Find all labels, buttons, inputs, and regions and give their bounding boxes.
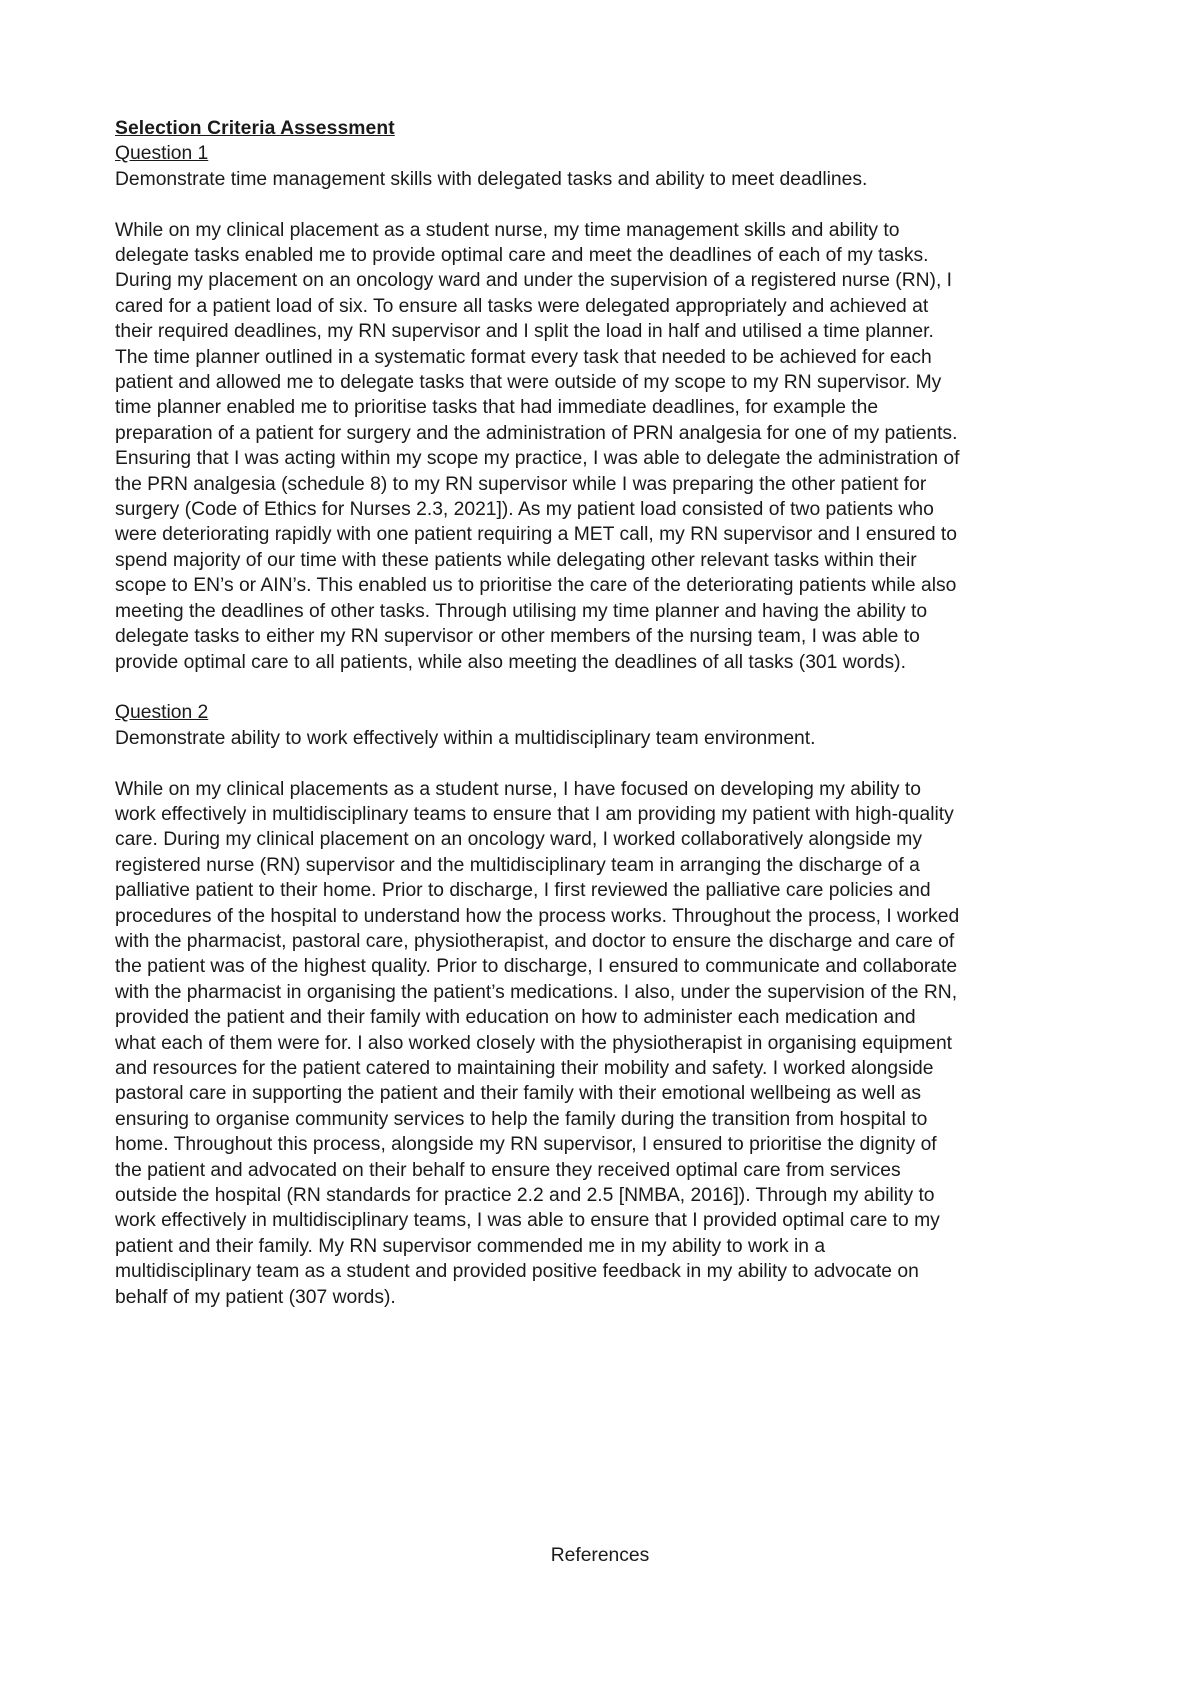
response-line: with the pharmacist, pastoral care, physiotherapist, and doctor to ensure the discharge and care of bbox=[115, 930, 955, 952]
response-line: behalf of my patient (307 words). bbox=[115, 1286, 396, 1308]
response-line: spend majority of our time with these patients while delegating other relevant tasks within their bbox=[115, 549, 917, 571]
response-line: and resources for the patient catered to maintaining their mobility and safety. I worked alongside bbox=[115, 1057, 934, 1079]
response-line: with the pharmacist in organising the patient’s medications. I also, under the supervision of the RN, bbox=[115, 981, 958, 1003]
response-line: meeting the deadlines of other tasks. Through utilising my time planner and having the ability to bbox=[115, 600, 928, 622]
response-line: delegate tasks to either my RN supervisor or other members of the nursing team, I was able to bbox=[115, 626, 920, 648]
response-line: preparation of a patient for surgery and the administration of PRN analgesia for one of my patients. bbox=[115, 422, 958, 444]
response-line: their required deadlines, my RN supervisor and I split the load in half and utilised a time planner. bbox=[115, 321, 934, 343]
question-2-prompt: Demonstrate ability to work effectively within a multidisciplinary team environment. bbox=[115, 727, 816, 749]
response-line: home. Throughout this process, alongside my RN supervisor, I ensured to prioritise the dignity of bbox=[115, 1134, 937, 1156]
response-line: were deteriorating rapidly with one patient requiring a MET call, my RN supervisor and I ensured to bbox=[115, 524, 958, 546]
response-line: care. During my clinical placement on an oncology ward, I worked collaboratively alongside my bbox=[115, 829, 922, 851]
response-line: While on my clinical placements as a student nurse, I have focused on developing my ability to bbox=[115, 778, 921, 800]
response-line: patient and their family. My RN supervisor commended me in my ability to work in a bbox=[115, 1235, 826, 1257]
question-1-heading: Question 1 bbox=[115, 143, 209, 165]
question-2-heading: Question 2 bbox=[115, 702, 209, 724]
question-2-section bbox=[115, 700, 1100, 1310]
response-line: ensuring to organise community services to help the family during the transition from hospital to bbox=[115, 1108, 928, 1130]
response-line: While on my clinical placement as a student nurse, my time management skills and ability to bbox=[115, 219, 900, 241]
response-line: the patient and advocated on their behalf to ensure they received optimal care from services bbox=[115, 1159, 901, 1181]
section-spacer bbox=[115, 675, 1100, 700]
document-body bbox=[115, 116, 1100, 1310]
paragraph-spacer bbox=[115, 751, 1100, 776]
response-line: work effectively in multidisciplinary teams to ensure that I am providing my patient with high-quality bbox=[115, 803, 954, 825]
question-1-section bbox=[115, 141, 1100, 675]
question-2-response bbox=[115, 777, 1100, 1311]
response-line: registered nurse (RN) supervisor and the multidisciplinary team in arranging the discharge of a bbox=[115, 854, 920, 876]
response-line: delegate tasks enabled me to provide optimal care and meet the deadlines of each of my tasks. bbox=[115, 245, 929, 267]
question-1-prompt: Demonstrate time management skills with delegated tasks and ability to meet deadlines. bbox=[115, 168, 868, 190]
response-line: provide optimal care to all patients, while also meeting the deadlines of all tasks (301 words). bbox=[115, 651, 906, 673]
response-line: scope to EN’s or AIN’s. This enabled us to prioritise the care of the deteriorating patients while also bbox=[115, 575, 957, 597]
response-line: During my placement on an oncology ward and under the supervision of a registered nurse (RN), I bbox=[115, 270, 953, 292]
response-line: what each of them were for. I also worked closely with the physiotherapist in organising equipment bbox=[115, 1032, 953, 1054]
response-line: Ensuring that I was acting within my scope my practice, I was able to delegate the administration of bbox=[115, 448, 960, 470]
references-heading: References bbox=[550, 1545, 650, 1566]
response-line: The time planner outlined in a systematic format every task that needed to be achieved for each bbox=[115, 346, 932, 368]
document-title: Selection Criteria Assessment bbox=[115, 118, 395, 139]
response-line: cared for a patient load of six. To ensure all tasks were delegated appropriately and achieved at bbox=[115, 295, 929, 317]
response-line: procedures of the hospital to understand how the process works. Throughout the process, I worked bbox=[115, 905, 960, 927]
question-1-response bbox=[115, 218, 1100, 675]
response-line: outside the hospital (RN standards for practice 2.2 and 2.5 [NMBA, 2016]). Through my ability to bbox=[115, 1185, 935, 1207]
response-line: the PRN analgesia (schedule 8) to my RN supervisor while I was preparing the other patient for bbox=[115, 473, 927, 495]
response-line: provided the patient and their family with education on how to administer each medication and bbox=[115, 1007, 916, 1029]
response-line: multidisciplinary team as a student and provided positive feedback in my ability to advocate on bbox=[115, 1261, 919, 1283]
response-line: work effectively in multidisciplinary teams, I was able to ensure that I provided optimal care to my bbox=[115, 1210, 940, 1232]
response-line: patient and allowed me to delegate tasks that were outside of my scope to my RN supervisor. My bbox=[115, 372, 942, 394]
response-line: time planner enabled me to prioritise tasks that had immediate deadlines, for example the bbox=[115, 397, 879, 419]
paragraph-spacer bbox=[115, 192, 1100, 217]
response-line: palliative patient to their home. Prior to discharge, I first reviewed the palliative care policies and bbox=[115, 880, 931, 902]
response-line: pastoral care in supporting the patient and their family with their emotional wellbeing as well as bbox=[115, 1083, 921, 1105]
response-line: the patient was of the highest quality. Prior to discharge, I ensured to communicate and collaborate bbox=[115, 956, 958, 978]
response-line: surgery (Code of Ethics for Nurses 2.3, 2021]). As my patient load consisted of two patients who bbox=[115, 499, 934, 521]
